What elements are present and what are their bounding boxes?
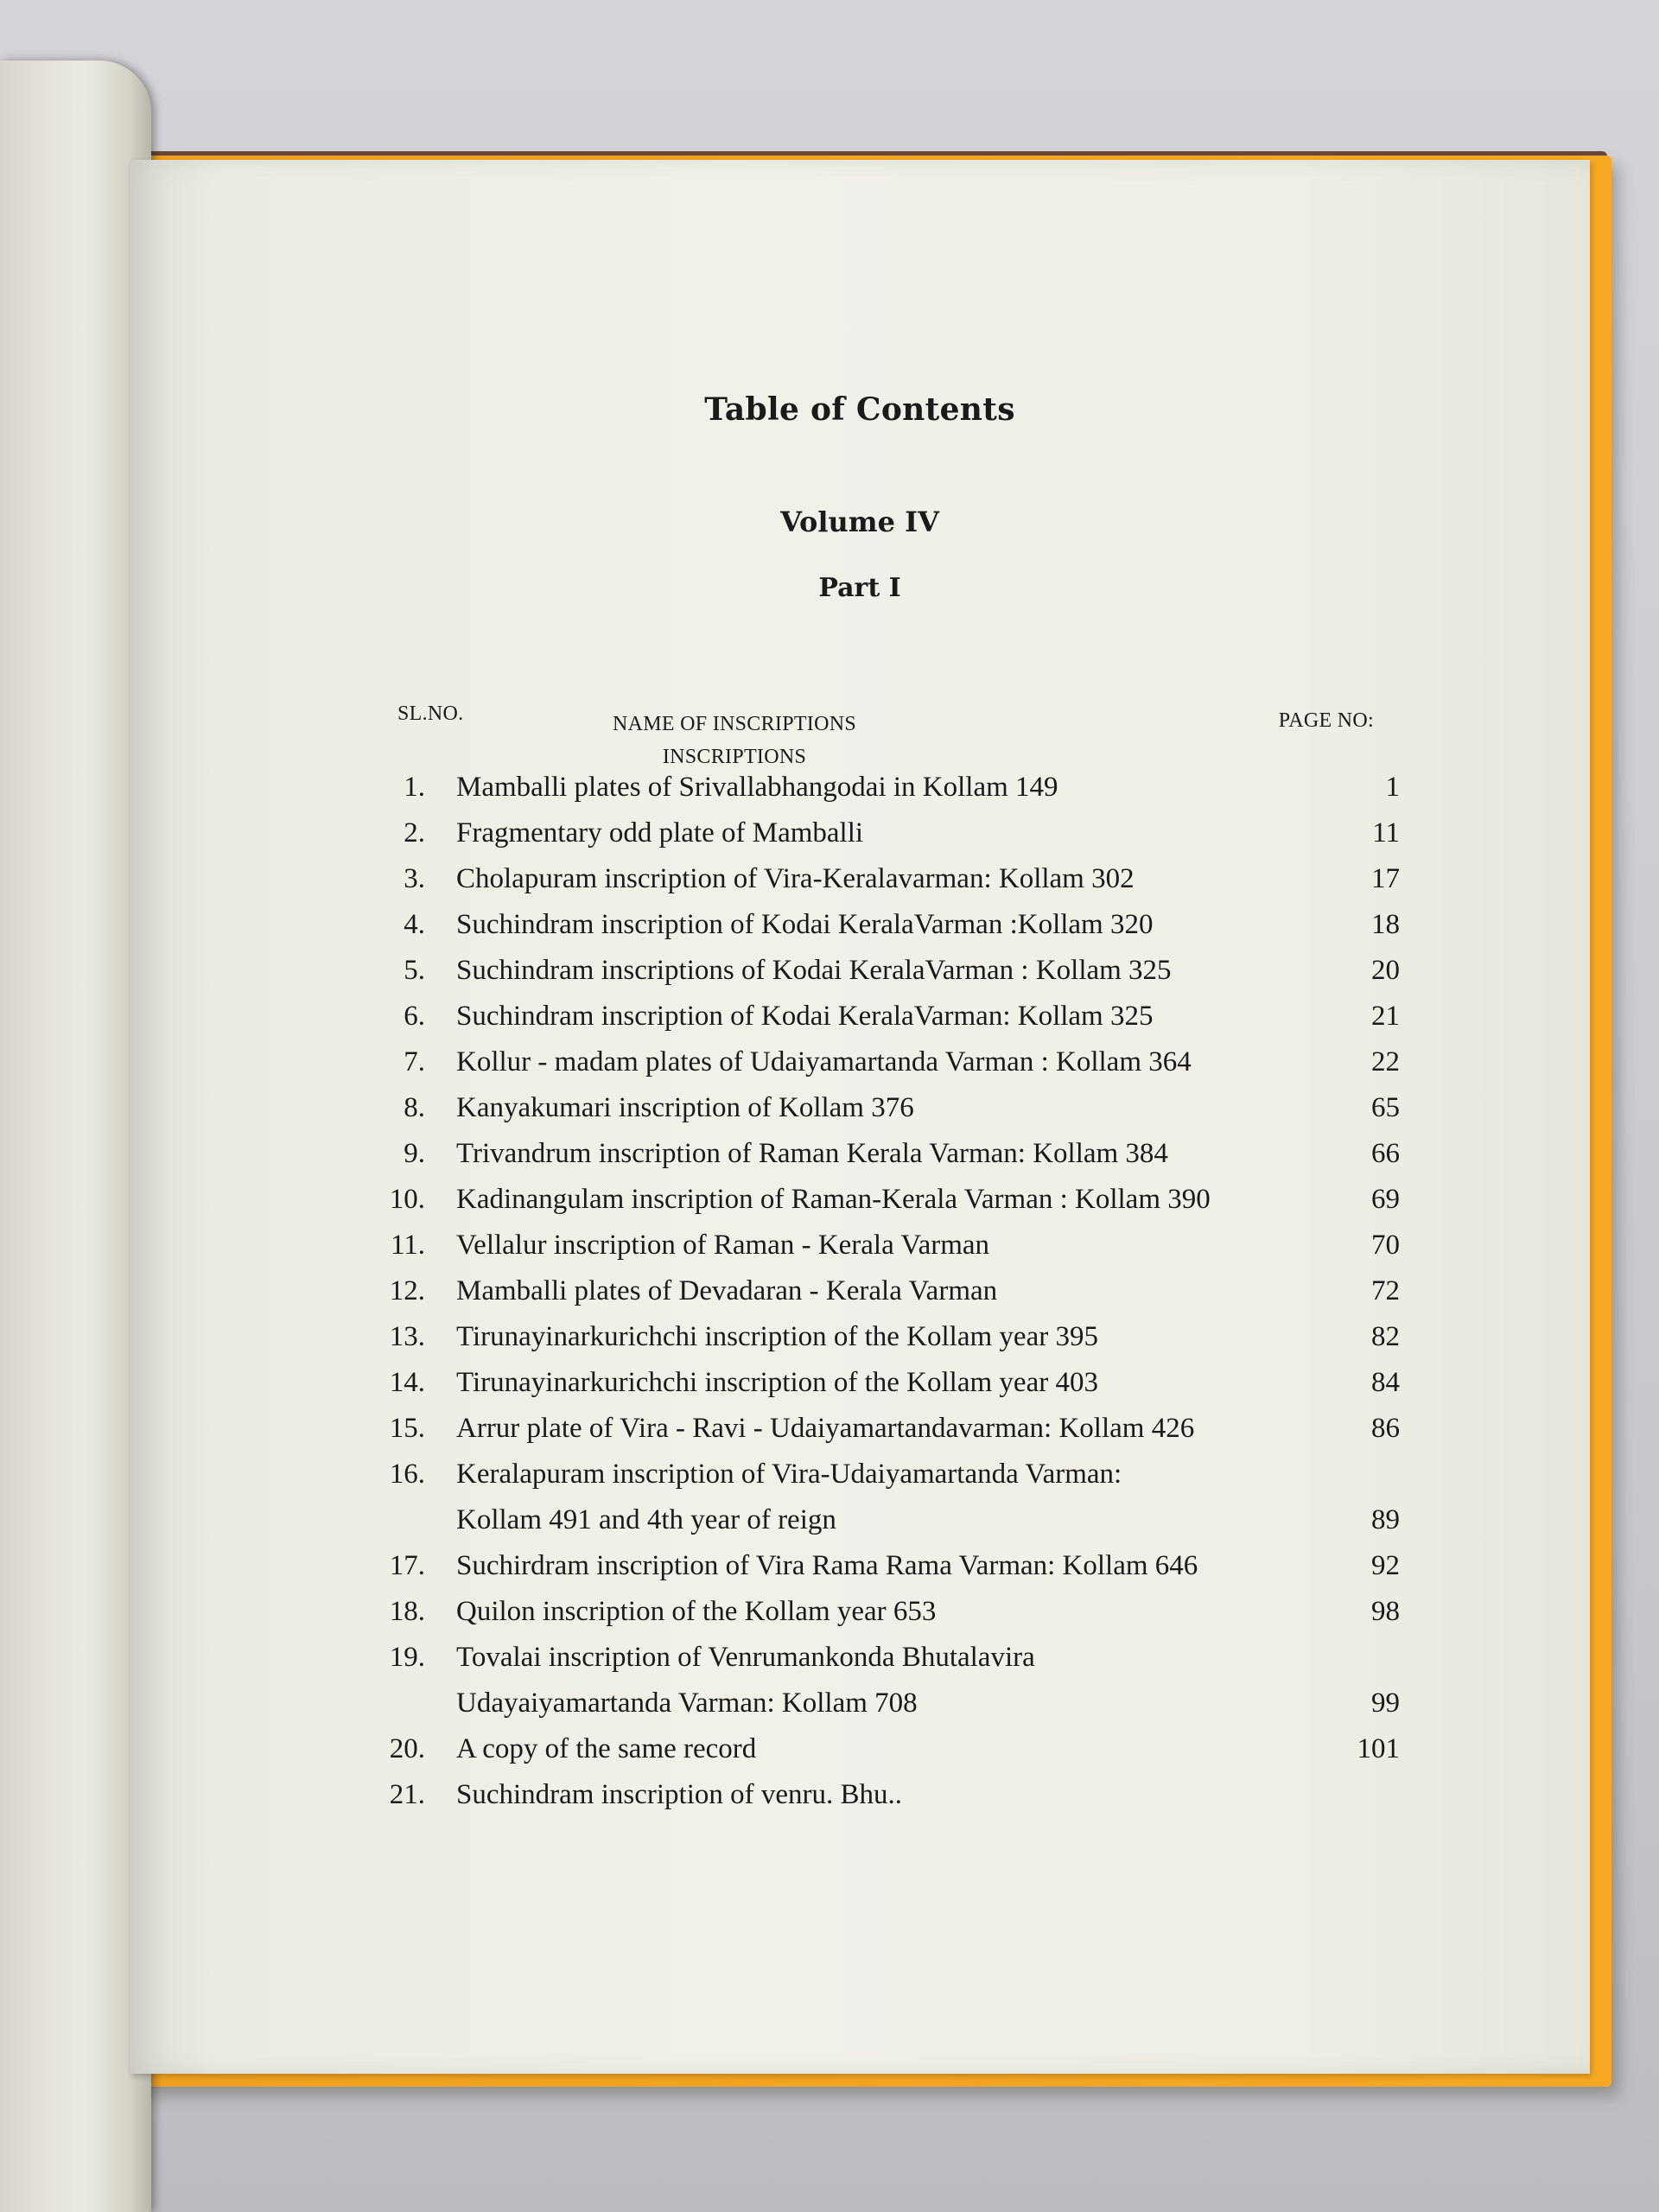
entry-page: 101 <box>1357 1733 1400 1764</box>
header-name-line2: INSCRIPTIONS <box>662 746 807 768</box>
toc-entry <box>363 765 1400 810</box>
toc-entry <box>363 1543 1400 1589</box>
entry-title: Trivandrum inscription of Raman Kerala Varman: Kollam 384 <box>456 1138 1168 1169</box>
entry-number: 21. <box>389 1779 425 1810</box>
toc-entry <box>363 1039 1400 1085</box>
entry-title: Suchindram inscription of Kodai KeralaVarman :Kollam 320 <box>456 909 1154 940</box>
entry-number: 5. <box>404 955 425 986</box>
entry-number: 18. <box>389 1596 425 1627</box>
entry-number: 6. <box>404 1001 425 1032</box>
entry-number: 1. <box>404 772 425 803</box>
header-page-no: PAGE NO: <box>1278 709 1374 732</box>
entry-number: 3. <box>404 863 425 894</box>
entry-number: 14. <box>389 1367 425 1398</box>
entry-page: 99 <box>1371 1688 1400 1719</box>
toc-entry <box>363 810 1400 856</box>
toc-list <box>363 765 1400 1818</box>
entry-title: Tirunayinarkurichchi inscription of the Kollam year 403 <box>456 1367 1098 1398</box>
entry-title: Kollur - madam plates of Udaiyamartanda Varman : Kollam 364 <box>456 1046 1192 1077</box>
entry-number: 15. <box>389 1413 425 1444</box>
part-heading: Part I <box>818 573 901 603</box>
entry-title: Tirunayinarkurichchi inscription of the Kollam year 395 <box>456 1321 1098 1352</box>
entry-page: 21 <box>1371 1001 1400 1032</box>
entry-title: Mamballi plates of Srivallabhangodai in Kollam 149 <box>456 772 1058 803</box>
entry-number: 4. <box>404 909 425 940</box>
entry-page: 18 <box>1371 909 1400 940</box>
entry-number: 2. <box>404 817 425 849</box>
toc-entry <box>363 1589 1400 1635</box>
entry-page: 66 <box>1371 1138 1400 1169</box>
entry-title: Fragmentary odd plate of Mamballi <box>456 817 864 849</box>
entry-number: 17. <box>389 1550 425 1581</box>
toc-entry <box>363 1085 1400 1131</box>
toc-entry <box>363 1635 1400 1726</box>
entry-number: 20. <box>389 1733 425 1764</box>
toc-entry <box>363 1452 1400 1543</box>
entry-page: 72 <box>1371 1275 1400 1306</box>
entry-page: 1 <box>1385 772 1400 803</box>
entry-title-line2: Kollam 491 and 4th year of reign <box>456 1504 836 1535</box>
entry-number: 10. <box>389 1184 425 1215</box>
entry-page: 98 <box>1371 1596 1400 1627</box>
toc-entry <box>363 902 1400 948</box>
toc-entry <box>363 1131 1400 1177</box>
entry-title-line1: Keralapuram inscription of Vira-Udaiyamartanda Varman: <box>456 1459 1122 1490</box>
entry-number: 12. <box>389 1275 425 1306</box>
entry-page: 82 <box>1371 1321 1400 1352</box>
entry-number: 11. <box>390 1230 425 1261</box>
entry-title: Suchindram inscription of venru. Bhu.. <box>456 1779 903 1810</box>
entry-page: 20 <box>1371 955 1400 986</box>
entry-title <box>456 1635 1338 1726</box>
toc-entry <box>363 1177 1400 1223</box>
book-page <box>130 160 1590 2074</box>
entry-page: 69 <box>1371 1184 1400 1215</box>
entry-title <box>456 1452 1338 1543</box>
entry-title: Mamballi plates of Devadaran - Kerala Varman <box>456 1275 998 1306</box>
entry-page: 92 <box>1371 1550 1400 1581</box>
entry-number: 9. <box>404 1138 425 1169</box>
entry-number: 13. <box>389 1321 425 1352</box>
entry-page: 17 <box>1371 863 1400 894</box>
entry-page: 22 <box>1371 1046 1400 1077</box>
toc-entry <box>363 1406 1400 1452</box>
entry-title: Cholapuram inscription of Vira-Keralavarman: Kollam 302 <box>456 863 1135 894</box>
toc-entry <box>363 1360 1400 1406</box>
entry-title: Kanyakumari inscription of Kollam 376 <box>456 1092 914 1123</box>
entry-title: Arrur plate of Vira - Ravi - Udaiyamartandavarman: Kollam 426 <box>456 1413 1195 1444</box>
page-title: Table of Contents <box>704 391 1015 428</box>
entry-page: 86 <box>1371 1413 1400 1444</box>
entry-number: 8. <box>404 1092 425 1123</box>
toc-entry <box>363 856 1400 902</box>
entry-page: 70 <box>1371 1230 1400 1261</box>
toc-entry <box>363 1726 1400 1772</box>
entry-page: 84 <box>1371 1367 1400 1398</box>
header-name <box>536 708 933 773</box>
toc-entry <box>363 994 1400 1039</box>
entry-title: A copy of the same record <box>456 1733 757 1764</box>
entry-title: Kadinangulam inscription of Raman-Kerala Varman : Kollam 390 <box>456 1184 1211 1215</box>
entry-number: 19. <box>389 1642 425 1673</box>
volume-heading: Volume IV <box>780 505 939 538</box>
entry-title: Suchindram inscriptions of Kodai KeralaVarman : Kollam 325 <box>456 955 1172 986</box>
entry-title: Suchindram inscription of Kodai KeralaVarman: Kollam 325 <box>456 1001 1154 1032</box>
toc-entry <box>363 948 1400 994</box>
entry-number: 16. <box>389 1459 425 1490</box>
entry-title-line1: Tovalai inscription of Venrumankonda Bhutalavira <box>456 1642 1035 1673</box>
toc-entry <box>363 1223 1400 1268</box>
entry-title: Quilon inscription of the Kollam year 653 <box>456 1596 937 1627</box>
entry-title: Vellalur inscription of Raman - Kerala Varman <box>456 1230 990 1261</box>
entry-number: 7. <box>404 1046 425 1077</box>
header-sl-no: SL.NO. <box>397 702 464 725</box>
left-page-edge <box>0 60 151 2212</box>
entry-title: Suchirdram inscription of Vira Rama Rama Varman: Kollam 646 <box>456 1550 1198 1581</box>
toc-entry <box>363 1772 1400 1818</box>
entry-title-line2: Udayaiyamartanda Varman: Kollam 708 <box>456 1688 918 1719</box>
toc-entry <box>363 1268 1400 1314</box>
toc-entry <box>363 1314 1400 1360</box>
entry-page: 89 <box>1371 1504 1400 1535</box>
entry-page: 65 <box>1371 1092 1400 1123</box>
page-content <box>130 160 1590 2074</box>
entry-page: 11 <box>1372 817 1400 849</box>
header-name-line1: NAME OF INSCRIPTIONS <box>612 713 857 735</box>
